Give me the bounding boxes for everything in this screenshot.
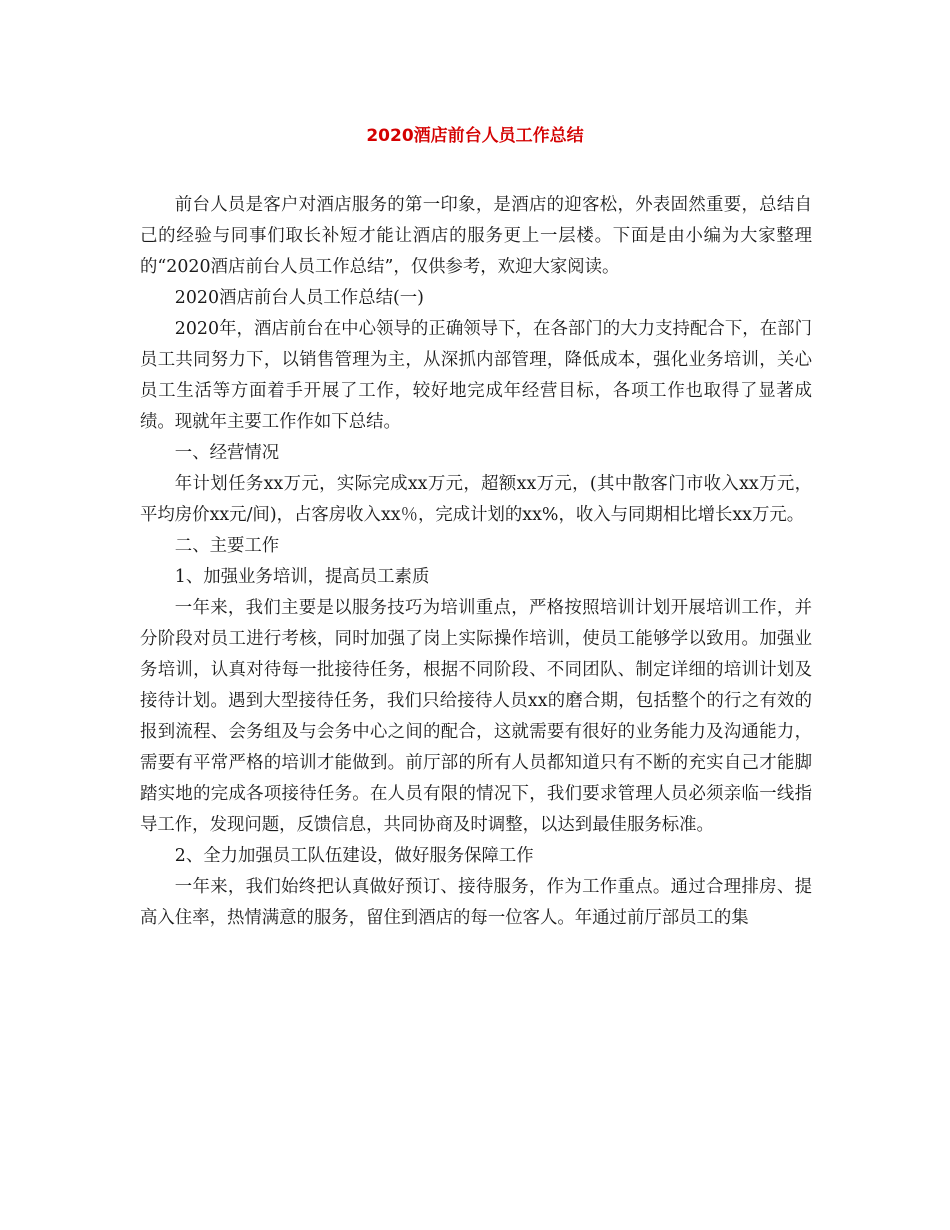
paragraph: 2020年，酒店前台在中心领导的正确领导下，在各部门的大力支持配合下，在部门员工共同努力下，以销售管理为主，从深抓内部管理，降低成本，强化业务培训，关心员工生活等方面着手开展了工作，较好地完成年经营目标，各项工作也取得了显著成绩。现就年主要工作作如下总结。 [140, 319, 812, 432]
document-title: 2020酒店前台人员工作总结 [366, 126, 584, 146]
subsection-heading: 1、加强业务培训，提高员工素质 [174, 567, 430, 587]
paragraph: 年计划任务xx万元，实际完成xx万元，超额xx万元，(其中散客门市收入xx万元，平均房价xx元/间)，占客房收入xx％，完成计划的xx%，收入与同期相比增长xx万元。 [140, 474, 812, 525]
section-heading: 2020酒店前台人员工作总结(一) [174, 288, 424, 308]
subsection-heading: 2、全力加强员工队伍建设，做好服务保障工作 [174, 846, 534, 866]
section-heading: 一、经营情况 [174, 443, 280, 463]
document-body [140, 190, 812, 934]
paragraph: 一年来，我们始终把认真做好预订、接待服务，作为工作重点。通过合理排房、提高入住率，热情满意的服务，留住到酒店的每一位客人。年通过前厅部员工的集 [140, 877, 812, 928]
paragraph: 一年来，我们主要是以服务技巧为培训重点，严格按照培训计划开展培训工作，并分阶段对员工进行考核，同时加强了岗上实际操作培训，使员工能够学以致用。加强业务培训，认真对待每一批接待任务，根据不同阶段、不同团队、制定详细的培训计划及接待计划。遇到大型接待任务，我们只给接待人员xx的磨合期，包括整个的行之有效的报到流程、会务组及与会务中心之间的配合，这就需要有很好的业务能力及沟通能力，需要有平常严格的培训才能做到。前厅部的所有人员都知道只有不断的充实自己才能脚踏实地的完成各项接待任务。在人员有限的情况下，我们要求管理人员必须亲临一线指导工作，发现问题，反馈信息，共同协商及时调整，以达到最佳服务标准。 [140, 598, 812, 835]
section-heading: 二、主要工作 [174, 536, 280, 556]
paragraph-intro: 前台人员是客户对酒店服务的第一印象，是酒店的迎客松，外表固然重要，总结自己的经验与同事们取长补短才能让酒店的服务更上一层楼。下面是由小编为大家整理的“2020酒店前台人员工作总结”，仅供参考，欢迎大家阅读。 [140, 195, 812, 277]
